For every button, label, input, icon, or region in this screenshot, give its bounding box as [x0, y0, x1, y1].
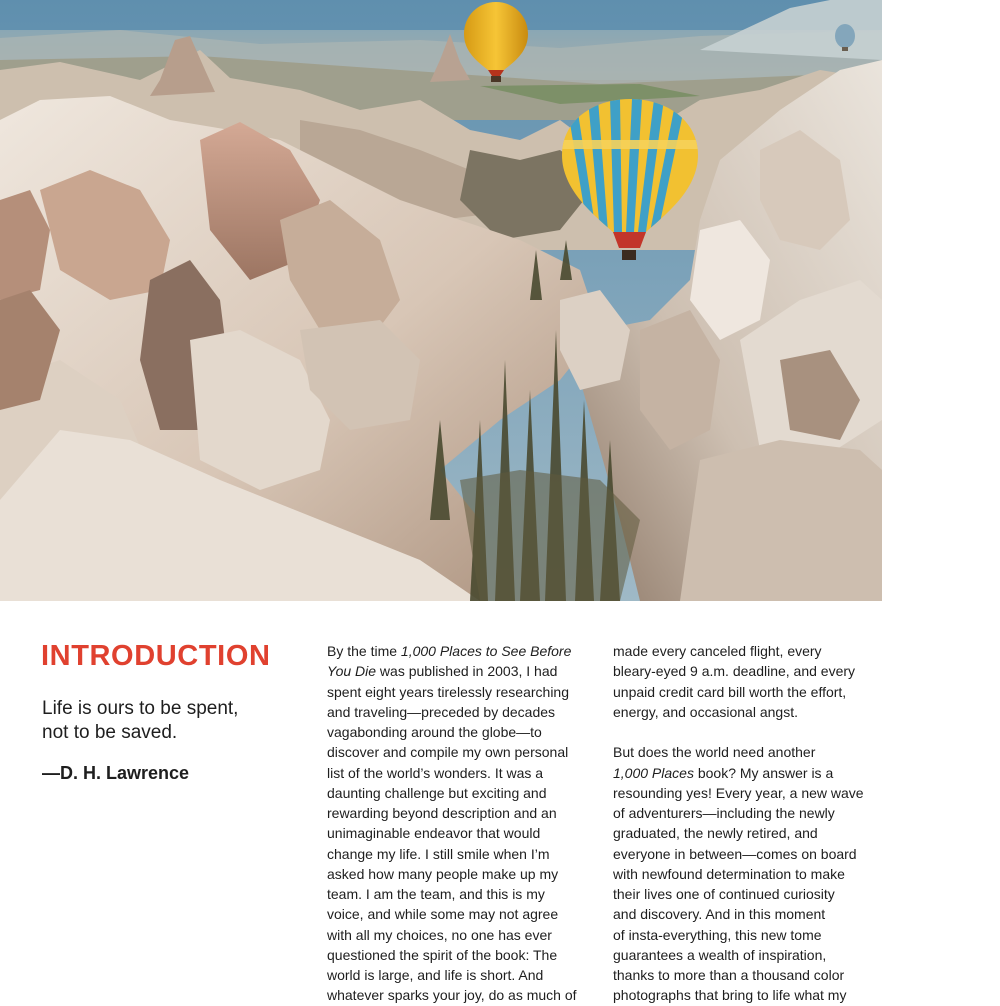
text-run: unimaginable endeavor that would — [327, 825, 541, 842]
text-line — [327, 742, 602, 762]
text-run: By the time — [327, 643, 401, 659]
text-run: photographs that bring to life what my — [613, 987, 847, 1004]
text-run: thanks to more than a thousand color — [613, 967, 845, 983]
epigraph-attribution: —D. H. Lawrence — [42, 763, 190, 783]
text-line — [613, 823, 888, 843]
text-run: team. I am the team, and this is my — [327, 886, 545, 902]
text-line — [613, 682, 888, 702]
text-run: rewarding beyond description and an — [327, 805, 557, 821]
text-line — [613, 945, 888, 965]
text-run: their lives one of continued curiosity — [613, 886, 835, 902]
section-title: INTRODUCTION — [41, 640, 271, 672]
text-run: But does the world need another — [613, 744, 816, 761]
paragraph-break — [613, 722, 888, 742]
text-run: bleary-eyed 9 a.m. deadline, and every — [613, 663, 856, 680]
text-line — [327, 823, 602, 843]
text-line — [613, 763, 888, 783]
text-run: of adventurers—including the newly — [613, 805, 835, 821]
text-run: with all my choices, no one has ever — [327, 926, 552, 943]
epigraph-line: not to be saved. — [42, 722, 178, 743]
text-line — [327, 722, 602, 742]
book-title-text: 1,000 Places to See Before — [400, 643, 572, 659]
text-run: energy, and occasional angst. — [613, 703, 798, 720]
text-run: graduated, the newly retired, and — [613, 825, 818, 842]
text-line — [327, 985, 602, 1005]
text-line — [613, 925, 888, 945]
text-run: discover and compile my own personal — [327, 744, 569, 761]
text-line — [613, 864, 888, 884]
text-run: vagabonding around the globe—to — [327, 724, 542, 740]
text-line — [327, 682, 602, 702]
text-run: and traveling—preceded by decades — [327, 703, 556, 720]
text-run: world is large, and life is short. And — [327, 967, 544, 983]
text-run: everyone in between—comes on board — [613, 845, 857, 862]
text-run: list of the world’s wonders. It was a — [327, 764, 544, 781]
text-line — [613, 702, 888, 722]
text-line — [613, 844, 888, 864]
text-line — [327, 844, 602, 864]
text-run: of insta-everything, this new tome — [613, 926, 822, 943]
text-run: resounding yes! Every year, a new wave — [613, 784, 864, 801]
text-run: change my life. I still smile when I’m — [327, 845, 550, 862]
text-line — [613, 803, 888, 823]
text-line — [613, 661, 888, 681]
epigraph-line: Life is ours to be spent, — [42, 698, 239, 719]
body-column-1 — [327, 641, 602, 1006]
text-line — [327, 904, 602, 924]
text-run: unpaid credit card bill worth the effort, — [613, 683, 847, 700]
text-line — [327, 864, 602, 884]
text-run: book? My answer is a — [693, 764, 834, 781]
text-line — [613, 783, 888, 803]
text-line — [327, 884, 602, 904]
text-run: made every canceled flight, every — [613, 643, 822, 659]
body-column-2 — [613, 641, 888, 1006]
text-line — [613, 985, 888, 1005]
text-line — [613, 884, 888, 904]
text-line — [613, 742, 888, 762]
book-title-text: You Die — [327, 663, 377, 680]
epigraph-quote — [42, 697, 282, 745]
text-run: spent eight years tirelessly researching — [327, 683, 570, 700]
text-line — [327, 783, 602, 803]
text-line — [613, 641, 888, 661]
text-run: questioned the spirit of the book: The — [327, 946, 558, 963]
text-line — [327, 965, 602, 985]
text-line — [327, 925, 602, 945]
text-run: with newfound determination to make — [613, 865, 845, 882]
text-line — [613, 965, 888, 985]
text-line — [327, 661, 602, 681]
text-line — [327, 641, 602, 661]
text-line — [327, 702, 602, 722]
text-run: and discovery. And in this moment — [613, 906, 826, 923]
text-line — [327, 803, 602, 823]
text-run: asked how many people make up my — [327, 865, 559, 882]
book-title-text: 1,000 Places — [613, 764, 694, 781]
text-line — [327, 763, 602, 783]
text-line — [613, 904, 888, 924]
text-run: daunting challenge but exciting and — [327, 784, 547, 801]
text-line — [327, 945, 602, 965]
text-run: whatever sparks your joy, do as much of — [327, 987, 577, 1004]
text-run: voice, and while some may not agree — [327, 906, 559, 923]
text-run: was published in 2003, I had — [376, 663, 558, 680]
text-run: guarantees a wealth of inspiration, — [613, 946, 827, 963]
